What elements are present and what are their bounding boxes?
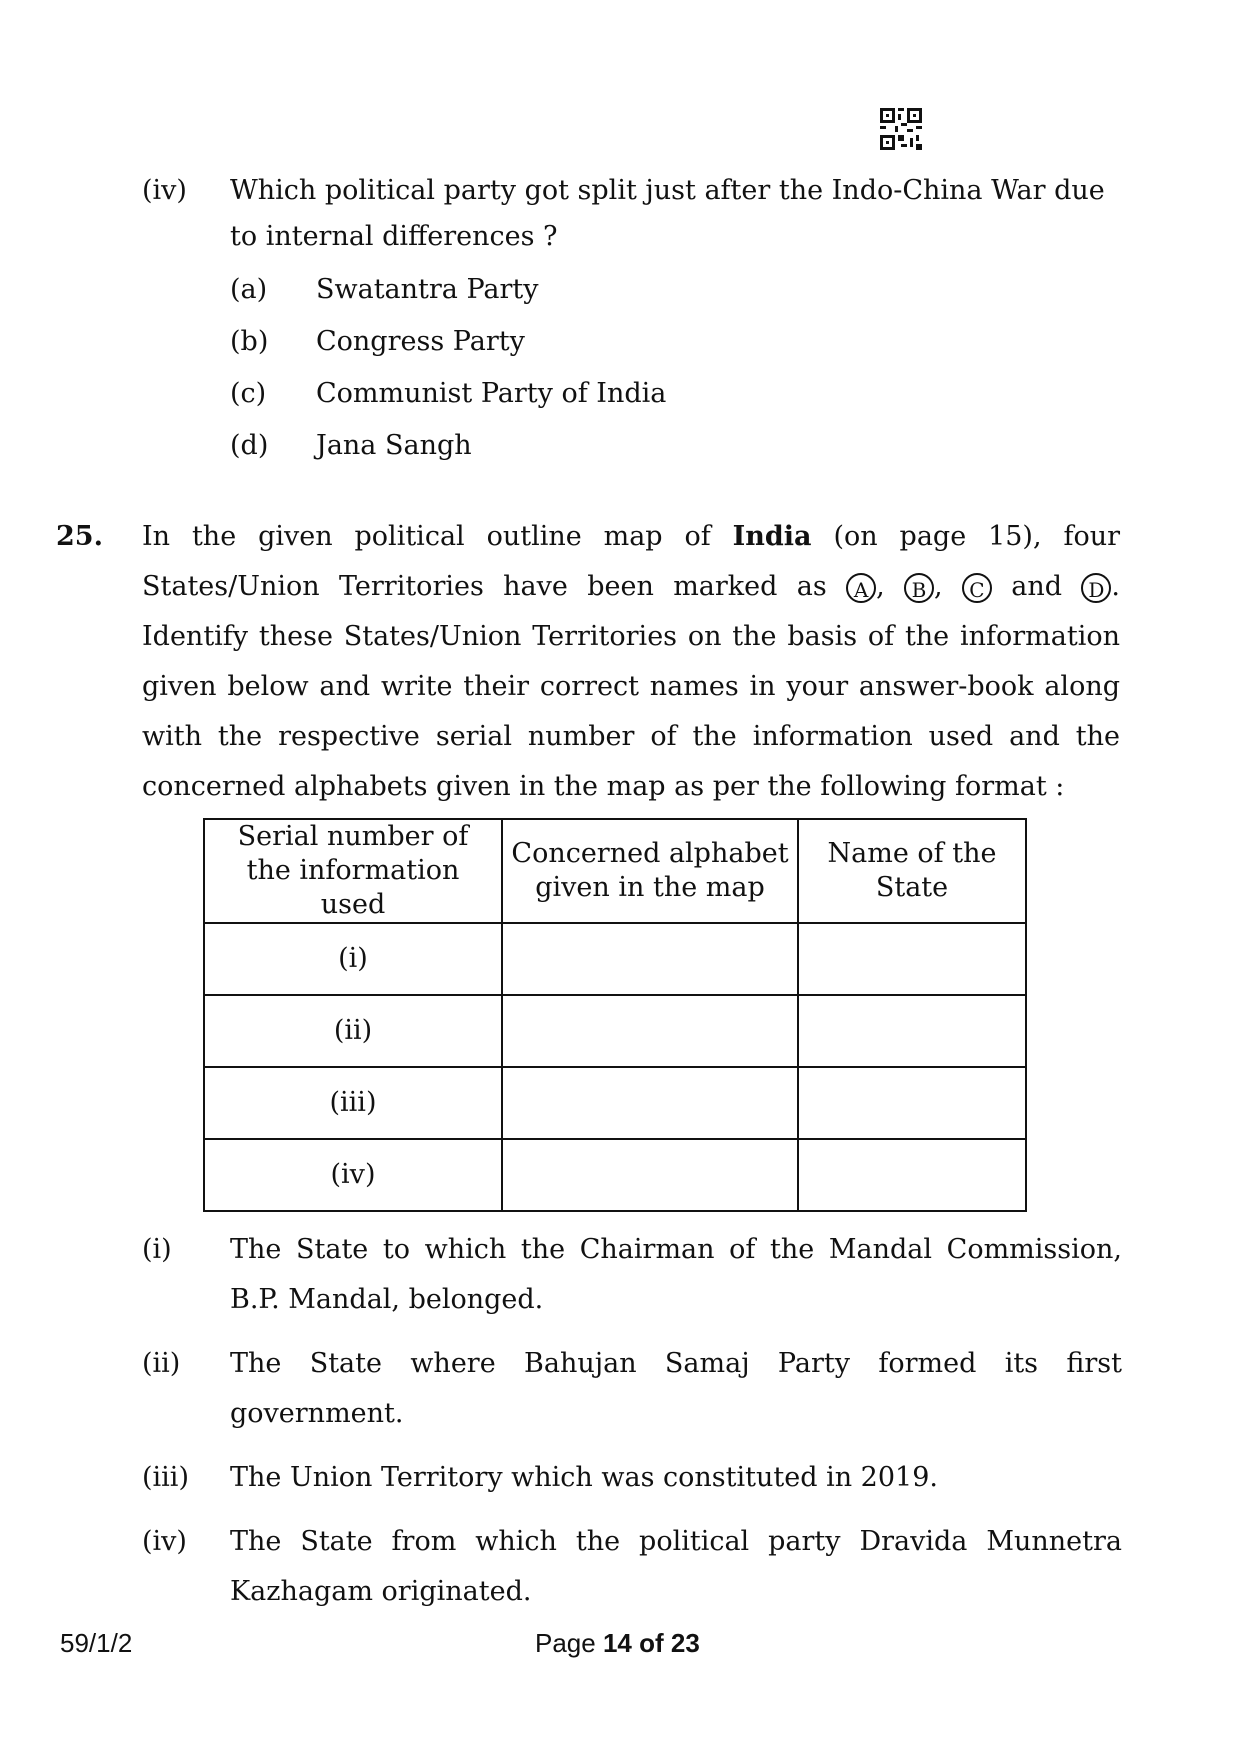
question-text: Which political party got split just after the Indo-China War due to internal differences ? xyxy=(230,175,1105,252)
option-d: (d) Jana Sangh xyxy=(230,430,472,461)
question-number: (iv) xyxy=(142,175,187,206)
table-row: (iv) xyxy=(204,1139,1026,1211)
option-c: (c) Communist Party of India xyxy=(230,378,667,409)
table-header-row xyxy=(204,819,1026,923)
info-item: (iv) The State from which the political party Dravida Munnetra Kazhagam originated. xyxy=(142,1526,1122,1607)
qr-code-icon xyxy=(880,108,922,150)
header-state-name: Name of the State xyxy=(798,819,1026,923)
bold-keyword: India xyxy=(732,521,812,552)
option-a: (a) Swatantra Party xyxy=(230,274,539,305)
marker-a: A xyxy=(846,573,876,603)
header-serial-number: Serial number of the information used xyxy=(204,819,502,923)
marker-d: D xyxy=(1081,573,1111,603)
marker-c: C xyxy=(962,573,992,603)
answer-format-table xyxy=(203,818,1027,1212)
marker-b: B xyxy=(904,573,934,603)
question-number: 25. xyxy=(56,521,103,552)
table-row: (i) xyxy=(204,923,1026,995)
info-item: (i) The State to which the Chairman of the Mandal Commission, B.P. Mandal, belonged. xyxy=(142,1234,1122,1315)
table-row: (iii) xyxy=(204,1067,1026,1139)
info-item: (iii) The Union Territory which was constituted in 2019. xyxy=(142,1462,938,1493)
option-b: (b) Congress Party xyxy=(230,326,525,357)
paper-code: 59/1/2 xyxy=(60,1628,133,1658)
question-24-part-iv xyxy=(142,168,1122,472)
table-row: (ii) xyxy=(204,995,1026,1067)
info-item: (ii) The State where Bahujan Samaj Party formed its first government. xyxy=(142,1348,1122,1429)
page-number: Page 14 of 23 xyxy=(535,1628,700,1658)
question-text: In the given political outline map of India (on page 15), four States/Union Territories have been marked as A , B , C and D . Identify these States/Union Territories on the basis of the information given below and write their correct names in your answer-book along with the respective serial number of the information used and the concerned alphabets given in the map as per the following format : xyxy=(142,521,1121,802)
options-list xyxy=(230,264,1122,472)
question-25 xyxy=(56,512,1120,812)
header-alphabet: Concerned alphabet given in the map xyxy=(502,819,798,923)
information-list xyxy=(142,1225,1122,1631)
